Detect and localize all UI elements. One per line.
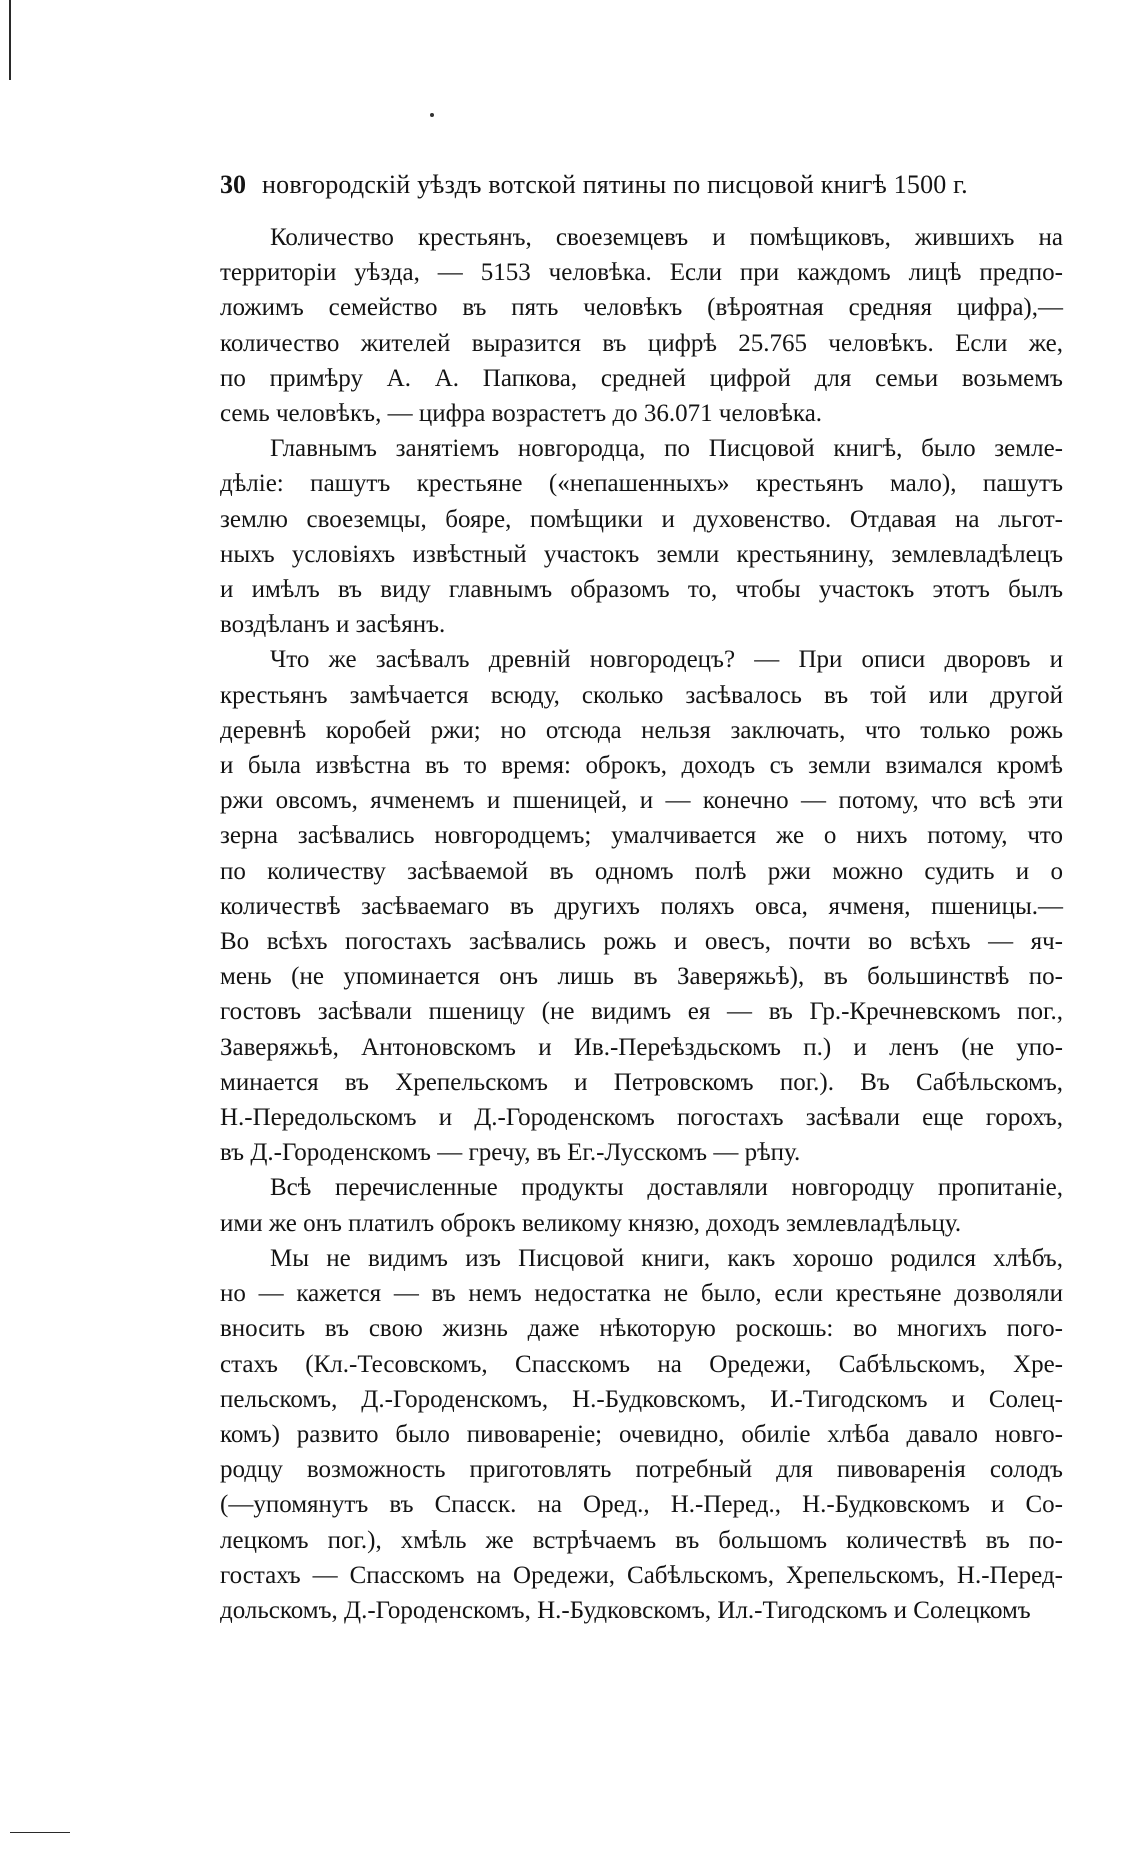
text-line: лецкомъ пог.), хмѣль же встрѣчаемъ въ большомъ количествѣ въ по-	[220, 1526, 1063, 1554]
page-header	[220, 168, 1063, 202]
text-line: ими же онъ платилъ оброкъ великому князю, доходъ землевладѣльцу.	[220, 1209, 962, 1237]
text-line: ложимъ семейство въ пять человѣкъ (вѣроятная средняя цифра),—	[220, 294, 1063, 322]
text-line: Главнымъ занятіемъ новгородца, по Писцовой книгѣ, было земле-	[270, 435, 1063, 463]
text-line: семь человѣкъ, — цифра возрастетъ до 36.071 человѣка.	[220, 400, 823, 428]
text-line: территоріи уѣзда, — 5153 человѣка. Если при каждомъ лицѣ предпо-	[220, 259, 1063, 287]
text-line: и была извѣстна въ то время: оброкъ, доходъ съ земли взимался кромѣ	[220, 752, 1063, 780]
paragraph	[220, 431, 1063, 642]
text-line: дѣліе: пашутъ крестьяне («непашенныхъ» крестьянъ мало), пашутъ	[220, 470, 1063, 498]
text-line: Количество крестьянъ, своеземцевъ и помѣщиковъ, жившихъ на	[270, 224, 1063, 251]
text-line: Во всѣхъ погостахъ засѣвались рожь и овесъ, почти во всѣхъ — яч-	[220, 928, 1063, 956]
text-line: Что же засѣвалъ древній новгородецъ? — При описи дворовъ и	[270, 646, 1063, 674]
text-line: количествѣ засѣваемаго въ другихъ поляхъ овса, ячменя, пшеницы.—	[220, 892, 1063, 920]
footnote-rule	[10, 1832, 70, 1833]
text-line: Мы не видимъ изъ Писцовой книги, какъ хорошо родился хлѣбъ,	[270, 1244, 1063, 1272]
text-line: дольскомъ, Д.-Городенскомъ, Н.-Будковскомъ, Ил.-Тигодскомъ и Солецкомъ	[220, 1596, 1031, 1624]
text-line: комъ) развито было пивовареніе; очевидно, обиліе хлѣба давало новго-	[220, 1420, 1063, 1448]
text-line: по количеству засѣваемой въ одномъ полѣ ржи можно судить и о	[220, 857, 1063, 885]
text-line: пельскомъ, Д.-Городенскомъ, Н.-Будковскомъ, И.-Тигодскомъ и Солец-	[220, 1385, 1063, 1413]
text-line: землю своеземцы, бояре, помѣщики и духовенство. Отдавая на льгот-	[220, 505, 1063, 533]
paragraph	[220, 1170, 1063, 1240]
text-line: воздѣланъ и засѣянъ.	[220, 611, 446, 639]
text-line: ныхъ условіяхъ извѣстный участокъ земли крестьянину, землевладѣлецъ	[220, 540, 1063, 568]
text-line: зерна засѣвались новгородцемъ; умалчивается же о нихъ потому, что	[220, 822, 1063, 850]
text-line: количество жителей выразится въ цифрѣ 25.765 человѣкъ. Если же,	[220, 329, 1063, 357]
text-line: Заверяжьѣ, Антоновскомъ и Ив.-Переѣздьскомъ п.) и ленъ (не упо-	[220, 1033, 1063, 1061]
text-line: родцу возможность приготовлять потребный для пивоваренія солодъ	[220, 1456, 1063, 1484]
document-page	[220, 168, 1063, 1628]
paragraph	[220, 642, 1063, 1170]
text-line: ржи овсомъ, ячменемъ и пшеницей, и — конечно — потому, что всѣ эти	[220, 787, 1063, 815]
print-speck	[430, 113, 434, 117]
text-line: Н.-Передольскомъ и Д.-Городенскомъ погостахъ засѣвали еще горохъ,	[220, 1104, 1063, 1132]
text-line: мень (не упоминается онъ лишь въ Заверяжьѣ), въ большинствѣ по-	[220, 963, 1063, 991]
text-line: гостовъ засѣвали пшеницу (не видимъ ея — въ Гр.-Кречневскомъ пог.,	[220, 998, 1063, 1026]
text-line: вносить въ свою жизнь даже нѣкоторую роскошь: во многихъ пого-	[220, 1315, 1063, 1343]
left-margin-rule	[9, 0, 11, 80]
paragraph	[220, 220, 1063, 431]
text-line: деревнѣ коробей ржи; но отсюда нельзя заключать, что только рожь	[220, 716, 1063, 744]
paragraph	[220, 1241, 1063, 1628]
text-line: крестьянъ замѣчается всюду, сколько засѣвалось въ той или другой	[220, 681, 1063, 709]
text-line: (—упомянутъ въ Спасск. на Оред., Н.-Перед., Н.-Будковскомъ и Со-	[220, 1491, 1063, 1519]
text-line: въ Д.-Городенскомъ — гречу, въ Ег.-Лусскомъ — рѣпу.	[220, 1139, 801, 1167]
text-line: стахъ (Кл.-Тесовскомъ, Спасскомъ на Оредежи, Сабѣльскомъ, Хре-	[220, 1350, 1063, 1378]
page-number: 30	[220, 170, 246, 199]
text-line: Всѣ перечисленные продукты доставляли новгородцу пропитаніе,	[270, 1174, 1063, 1202]
text-line: гостахъ — Спасскомъ на Оредежи, Сабѣльскомъ, Хрепельскомъ, Н.-Перед-	[220, 1561, 1063, 1589]
text-line: и имѣлъ въ виду главнымъ образомъ то, чтобы участокъ этотъ былъ	[220, 576, 1063, 604]
text-line: минается въ Хрепельскомъ и Петровскомъ пог.). Въ Сабѣльскомъ,	[220, 1068, 1063, 1096]
running-title: новгородскій уѣздъ вотской пятины по писцовой книгѣ 1500 г.	[262, 170, 968, 199]
text-line: но — кажется — въ немъ недостатка не было, если крестьяне дозволяли	[220, 1280, 1063, 1308]
body-text	[220, 220, 1063, 1628]
text-line: по примѣру А. А. Папкова, средней цифрой для семьи возьмемъ	[220, 364, 1063, 392]
